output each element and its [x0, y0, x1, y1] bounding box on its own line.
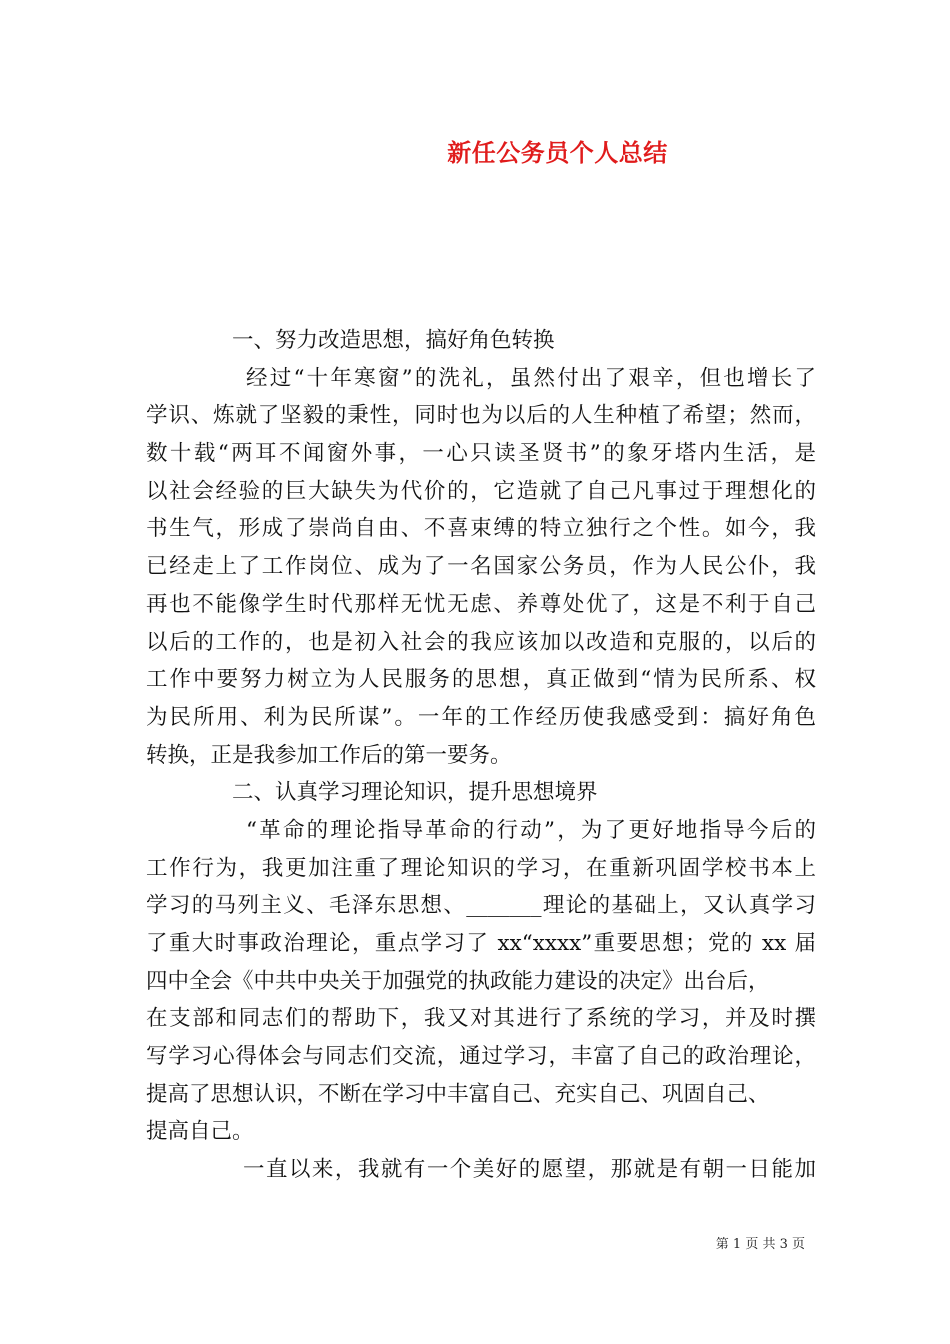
body-line: 写学习心得体会与同志们交流，通过学习，丰富了自己的政治理论，	[146, 1044, 816, 1070]
body-line: 经过“十年寒窗”的洗礼，虽然付出了艰辛，但也增长了	[246, 365, 816, 391]
body-line: 以后的工作的，也是初入社会的我应该加以改造和克服的，以后的	[146, 629, 816, 655]
section-heading-1: 一、努力改造思想，搞好角色转换	[232, 328, 555, 353]
body-line: 工作中要努力树立为人民服务的思想，真正做到“情为民所系、权	[146, 667, 816, 693]
document-title: 新任公务员个人总结	[447, 139, 668, 167]
body-line: 已经走上了工作岗位、成为了一名国家公务员，作为人民公仆，我	[146, 554, 816, 580]
page-number: 第 1 页 共 3 页	[715, 1237, 805, 1252]
body-line: 提高自己。	[146, 1119, 254, 1145]
body-line: 了重大时事政治理论，重点学习了 xx“xxxx”重要思想；党的 xx 届	[146, 931, 816, 956]
body-line: 工作行为，我更加注重了理论知识的学习，在重新巩固学校书本上	[146, 855, 816, 881]
body-line: 一直以来，我就有一个美好的愿望，那就是有朝一日能加	[243, 1157, 816, 1183]
body-line: 学习的马列主义、毛泽东思想、_______理论的基础上，又认真学习	[146, 893, 816, 919]
document-body	[146, 322, 816, 1189]
body-line: 书生气，形成了崇尚自由、不喜束缚的特立独行之个性。如今，我	[146, 516, 816, 542]
body-line: 在支部和同志们的帮助下，我又对其进行了系统的学习，并及时撰	[146, 1006, 816, 1032]
body-line: 学识、炼就了坚毅的秉性，同时也为以后的人生种植了希望；然而，	[146, 403, 816, 429]
body-line: 四中全会《中共中央关于加强党的执政能力建设的决定》出台后，	[146, 968, 770, 994]
body-line: 提高了思想认识，不断在学习中丰富自己、充实自己、巩固自己、	[146, 1081, 770, 1107]
body-line: 为民所用、利为民所谋”。一年的工作经历使我感受到：搞好角色	[146, 704, 816, 730]
body-line: 转换，正是我参加工作后的第一要务。	[146, 742, 512, 768]
section-heading-2: 二、认真学习理论知识，提升思想境界	[232, 780, 598, 806]
body-line: “革命的理论指导革命的行动”，为了更好地指导今后的	[246, 817, 816, 843]
body-line: 再也不能像学生时代那样无忧无虑、养尊处优了，这是不利于自己	[146, 591, 816, 617]
body-line: 以社会经验的巨大缺失为代价的，它造就了自己凡事过于理想化的	[146, 478, 816, 504]
body-line: 数十载“两耳不闻窗外事，一心只读圣贤书”的象牙塔内生活，是	[146, 441, 816, 467]
